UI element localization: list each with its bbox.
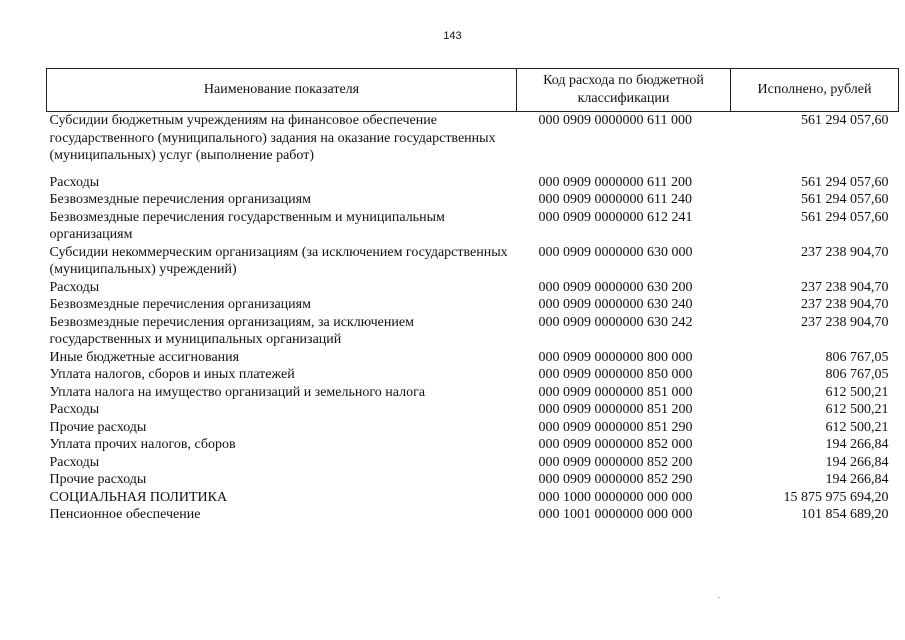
table-row: [47, 191, 899, 209]
scan-speck: [718, 597, 720, 598]
table-row: [47, 209, 899, 244]
row-name: Уплата налога на имущество организаций и земельного налога: [49, 384, 426, 400]
table-row: [47, 454, 899, 472]
row-code: 000 0909 0000000 630 200: [538, 279, 693, 295]
row-name: Уплата налогов, сборов и иных платежей: [49, 367, 295, 382]
row-name: Субсидии бюджетным учреждениям на финансовое обеспечение государственного (муниципального) задания на оказание государственных (муниципальных) услуг (выполнение работ): [49, 113, 496, 163]
row-amount: 237 238 904,70: [801, 279, 889, 295]
row-name: Уплата прочих налогов, сборов: [49, 437, 236, 452]
header-row: [47, 69, 899, 112]
row-code: 000 1000 0000000 000 000: [538, 489, 693, 505]
row-amount: 561 294 057,60: [801, 174, 889, 190]
table-row: [47, 384, 899, 402]
row-name: Расходы: [49, 454, 100, 470]
table-header: [47, 69, 899, 112]
row-name: Расходы: [49, 174, 100, 190]
budget-execution-table: [46, 68, 899, 524]
table-row: [47, 279, 899, 297]
row-name: Безвозмездные перечисления организациям: [49, 297, 311, 312]
row-code: 000 0909 0000000 611 200: [538, 174, 692, 190]
row-name: Прочие расходы: [49, 419, 147, 435]
column-header-amount: Исполнено, рублей: [731, 69, 899, 112]
row-name: Пенсионное обеспечение: [49, 507, 201, 522]
row-name: СОЦИАЛЬНАЯ ПОЛИТИКА: [49, 489, 228, 505]
table-row: [47, 244, 899, 279]
row-code: 000 0909 0000000 611 000: [538, 113, 692, 128]
row-amount: 806 767,05: [825, 367, 889, 382]
row-name: Безвозмездные перечисления организациям: [49, 192, 311, 207]
row-name: Иные бюджетные ассигнования: [49, 349, 240, 365]
row-name: Безвозмездные перечисления организациям, за исключением государственных и муниципальных организаций: [49, 314, 414, 347]
column-header-code: Код расхода по бюджетной классификации: [517, 69, 731, 112]
row-code: 000 0909 0000000 630 242: [538, 314, 693, 330]
row-name: Прочие расходы: [49, 472, 147, 487]
table-row: [47, 506, 899, 524]
row-amount: 612 500,21: [825, 384, 889, 400]
row-amount: 612 500,21: [825, 419, 889, 435]
table-row: [47, 471, 899, 489]
table-row: [47, 112, 899, 174]
table-row: [47, 314, 899, 349]
row-amount: 561 294 057,60: [801, 192, 889, 207]
row-amount: 101 854 689,20: [801, 507, 889, 522]
row-amount: 237 238 904,70: [801, 244, 889, 260]
row-name: Расходы: [49, 402, 100, 417]
row-name: Субсидии некоммерческим организациям (за исключением государственных (муниципальных) учреждений): [49, 244, 508, 277]
row-code: 000 0909 0000000 612 241: [538, 209, 693, 225]
row-code: 000 0909 0000000 852 000: [538, 437, 693, 452]
table-row: [47, 296, 899, 314]
table-body: [47, 112, 899, 524]
row-code: 000 0909 0000000 852 290: [538, 472, 693, 487]
row-code: 000 0909 0000000 800 000: [538, 349, 693, 365]
row-amount: 15 875 975 694,20: [783, 489, 889, 505]
row-amount: 806 767,05: [825, 349, 889, 365]
row-code: 000 0909 0000000 851 200: [538, 402, 693, 417]
row-code: 000 1001 0000000 000 000: [538, 507, 693, 522]
row-amount: 237 238 904,70: [801, 314, 889, 330]
row-code: 000 0909 0000000 851 000: [538, 384, 693, 400]
row-code: 000 0909 0000000 611 240: [538, 192, 692, 207]
row-code: 000 0909 0000000 852 200: [538, 454, 693, 470]
row-amount: 237 238 904,70: [801, 297, 889, 312]
table-row: [47, 489, 899, 507]
table-row: [47, 419, 899, 437]
table-row: [47, 366, 899, 384]
table-row: [47, 401, 899, 419]
row-amount: 561 294 057,60: [801, 113, 889, 128]
row-name: Безвозмездные перечисления государственным и муниципальным организациям: [49, 209, 445, 242]
column-header-name: Наименование показателя: [47, 69, 517, 112]
row-code: 000 0909 0000000 630 000: [538, 244, 693, 260]
row-amount: 194 266,84: [825, 472, 889, 487]
row-amount: 612 500,21: [825, 402, 889, 417]
row-amount: 194 266,84: [825, 437, 889, 452]
row-code: 000 0909 0000000 850 000: [538, 367, 693, 382]
table-row: [47, 436, 899, 454]
page-number: 143: [443, 30, 462, 42]
row-amount: 561 294 057,60: [801, 209, 889, 225]
table-row: [47, 349, 899, 367]
row-code: 000 0909 0000000 851 290: [538, 419, 693, 435]
row-amount: 194 266,84: [825, 454, 889, 470]
table-row: [47, 174, 899, 192]
row-name: Расходы: [49, 279, 100, 295]
row-code: 000 0909 0000000 630 240: [538, 297, 693, 312]
